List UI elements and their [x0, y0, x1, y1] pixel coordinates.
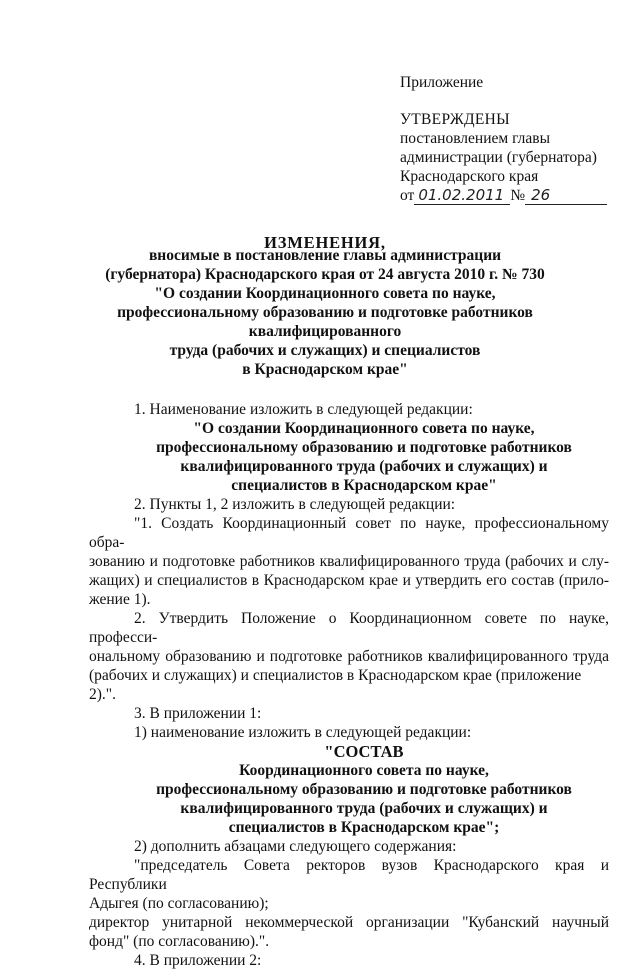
subtitle-line: профессиональному образованию и подготовке работников квалифицированного [117, 304, 533, 340]
text-line: 2. Утвердить Положение о Координационном совете по науке, професси- [89, 610, 609, 646]
text-line: (рабочих и служащих) и специалистов в Краснодарском крае (приложение 2).". [89, 667, 582, 703]
text-line: директор унитарной некоммерческой организации "Кубанский научный [89, 914, 609, 931]
item-1: 1. Наименование изложить в следующей редакции: [134, 401, 473, 418]
approved-line: Краснодарского края [400, 168, 539, 185]
subtitle-line: вносимые в постановление главы администрации [148, 247, 502, 264]
composition-block [119, 742, 609, 837]
number-prefix: № [510, 187, 526, 204]
item-2-paragraph-2 [89, 609, 609, 704]
item-3-sub-2: 2) дополнить абзацами следующего содержания: [134, 838, 457, 855]
item-3: 3. В приложении 1: [134, 705, 262, 722]
composition-line: специалистов в Краснодарском крае"; [228, 819, 500, 836]
addition-2 [89, 913, 609, 951]
handwritten-number: 26 [525, 187, 591, 205]
quote-line: квалифицированного труда (рабочих и служащих) и [180, 458, 548, 475]
document-title: ИЗМЕНЕНИЯ, [264, 233, 386, 252]
item-3-sub-1: 1) наименование изложить в следующей редакции: [134, 724, 472, 741]
quote-line: "О создании Координационного совета по науке, [193, 420, 535, 437]
approved-heading: УТВЕРЖДЕНЫ [400, 111, 510, 128]
addition-1 [89, 856, 609, 913]
document-subtitle [100, 246, 550, 379]
composition-line: квалифицированного труда (рабочих и служащих) и [180, 800, 548, 817]
text-line: "1. Создать Координационный совет по науке, профессиональному обра- [89, 515, 609, 551]
composition-line: Координационного совета по науке, [239, 762, 489, 779]
approved-line: постановлением главы [400, 130, 550, 147]
document-body [89, 400, 609, 970]
subtitle-line: (губернатора) Краснодарского края от 24 августа 2010 г. № 730 [105, 266, 545, 283]
appendix-label: Приложение [400, 74, 484, 91]
composition-line: профессиональному образованию и подготовке работников [156, 781, 572, 798]
date-number-row [400, 186, 615, 205]
signature-underline [591, 187, 607, 205]
date-prefix: от [400, 187, 415, 204]
item-1-quote [119, 419, 609, 495]
text-line: Адыгея (по согласованию); [89, 895, 269, 912]
quote-line: специалистов в Краснодарском крае" [231, 477, 497, 494]
subtitle-line: "О создании Координационного совета по науке, [154, 285, 496, 302]
item-2-paragraph-1 [89, 514, 609, 609]
quote-line: профессиональному образованию и подготовке работников [156, 439, 572, 456]
subtitle-line: труда (рабочих и служащих) и специалистов [169, 342, 481, 359]
text-line: жащих) и специалистов в Краснодарском крае и утвердить его состав (прило- [89, 572, 609, 589]
composition-title: "СОСТАВ [324, 742, 404, 761]
text-line: зованию и подготовке работников квалифицированного труда (рабочих и слу- [89, 553, 609, 570]
item-4: 4. В приложении 2: [134, 952, 262, 969]
subtitle-line: в Краснодарском крае" [242, 361, 408, 378]
handwritten-date: 01.02.2011 [414, 187, 510, 205]
text-line: жение 1). [89, 591, 151, 608]
text-line: ональному образованию и подготовке работников квалифицированного труда [89, 648, 609, 665]
approved-line: администрации (губернатора) [400, 149, 597, 166]
item-2: 2. Пункты 1, 2 изложить в следующей редакции: [134, 496, 456, 513]
text-line: фонд" (по согласованию).". [89, 933, 270, 950]
text-line: "председатель Совета ректоров вузов Краснодарского края и Республики [89, 857, 609, 893]
approval-block [400, 110, 615, 205]
